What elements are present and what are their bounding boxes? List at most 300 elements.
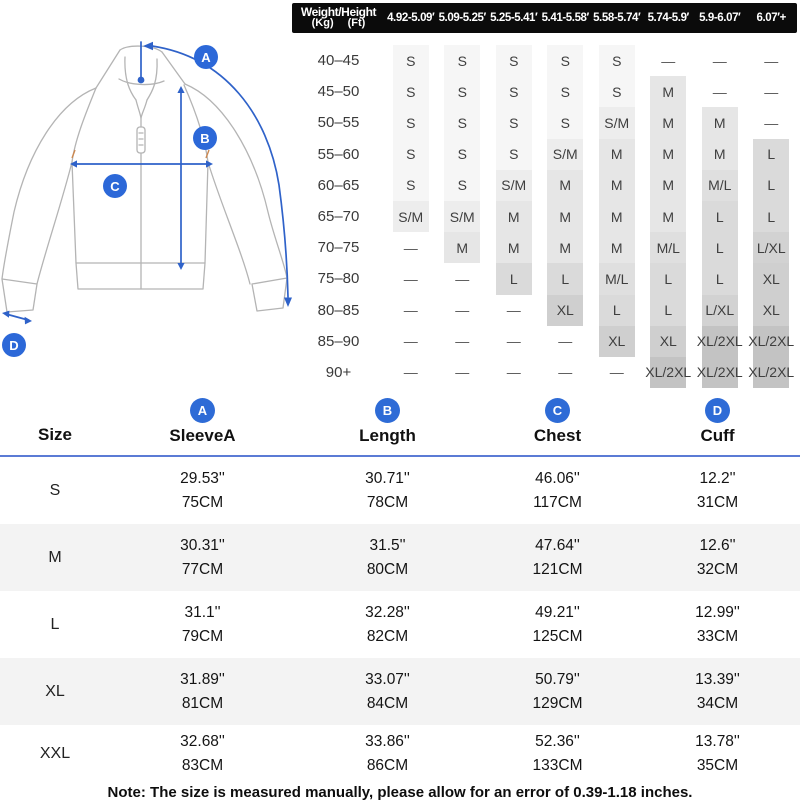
size-table-header xyxy=(0,395,800,457)
letter-circle: D xyxy=(705,398,730,423)
cm-value: 125CM xyxy=(532,627,583,645)
size-recommendation-cell xyxy=(694,326,746,357)
size-recommendation-cell xyxy=(694,76,746,107)
size-value: S xyxy=(444,139,480,170)
size-column-header: Size xyxy=(37,425,73,444)
size-value: M/L xyxy=(702,170,738,201)
size-recommendation-cell xyxy=(591,201,643,232)
size-value: M xyxy=(650,76,686,107)
matrix-row xyxy=(292,170,797,201)
size-value: M xyxy=(599,201,635,232)
size-value: — xyxy=(506,302,521,319)
cm-value: 81CM xyxy=(181,694,224,712)
size-recommendation-cell xyxy=(488,201,540,232)
measurement-cell xyxy=(295,591,480,658)
size-recommendation-cell xyxy=(643,107,695,138)
size-recommendation-cell xyxy=(591,139,643,170)
table-row xyxy=(0,591,800,658)
matrix-row xyxy=(292,45,797,76)
size-recommendation-cell xyxy=(643,326,695,357)
size-recommendation-cell xyxy=(643,263,695,294)
size-value: — xyxy=(764,52,779,69)
size-value: M xyxy=(599,170,635,201)
size-recommendation-cell xyxy=(694,45,746,76)
weight-range-label: 90+ xyxy=(325,363,352,381)
size-value: L xyxy=(753,139,789,170)
measurement-cell xyxy=(635,658,800,725)
inch-value: 12.6'' xyxy=(699,536,736,554)
weight-range-label: 65–70 xyxy=(317,208,360,226)
size-recommendation-cell xyxy=(385,170,437,201)
inch-value: 30.71'' xyxy=(365,469,410,487)
size-recommendation-cell xyxy=(694,357,746,388)
size-value: — xyxy=(455,364,470,381)
size-recommendation-cell xyxy=(540,76,592,107)
height-range-header: 5.9-6.07′ xyxy=(699,12,741,24)
cm-value: 129CM xyxy=(532,694,583,712)
size-recommendation-cell xyxy=(591,45,643,76)
size-recommendation-cell xyxy=(591,295,643,326)
size-value: M xyxy=(496,201,532,232)
measurement-cell xyxy=(110,725,295,782)
size-value: L xyxy=(702,201,738,232)
size-recommendation-cell xyxy=(488,139,540,170)
size-value: L/XL xyxy=(702,295,738,326)
letter-circle: A xyxy=(190,398,215,423)
size-recommendation-cell xyxy=(591,76,643,107)
inch-value: 31.5'' xyxy=(369,536,406,554)
arrowhead-B-bottom xyxy=(177,263,184,270)
measurement-cell xyxy=(295,524,480,591)
weight-range-label: 85–90 xyxy=(317,332,360,350)
arrowhead-B-top xyxy=(177,86,184,93)
size-recommendation-cell xyxy=(746,107,798,138)
weight-range-label: 75–80 xyxy=(317,270,360,288)
size-recommendation-cell xyxy=(643,76,695,107)
cm-value: 117CM xyxy=(533,493,582,511)
size-value: — xyxy=(764,114,779,131)
matrix-row xyxy=(292,232,797,263)
size-recommendation-cell xyxy=(694,263,746,294)
measure-label: Cuff xyxy=(700,426,735,445)
size-recommendation-cell xyxy=(488,170,540,201)
size-recommendation-cell xyxy=(437,139,489,170)
size-recommendation-cell xyxy=(437,263,489,294)
size-recommendation-cell xyxy=(694,170,746,201)
size-value: — xyxy=(558,364,573,381)
size-value: L xyxy=(753,201,789,232)
size-label: S xyxy=(49,481,61,499)
size-recommendation-cell xyxy=(746,326,798,357)
size-recommendation-cell xyxy=(643,201,695,232)
size-recommendation-cell xyxy=(540,107,592,138)
matrix-row xyxy=(292,107,797,138)
size-value: L xyxy=(650,295,686,326)
size-recommendation-cell xyxy=(746,263,798,294)
weight-range-label: 60–65 xyxy=(317,176,360,194)
cm-value: 80CM xyxy=(366,560,409,578)
size-value: — xyxy=(455,333,470,350)
size-value: S xyxy=(444,107,480,138)
measure-column-header xyxy=(480,395,635,455)
size-recommendation-cell xyxy=(694,107,746,138)
measurement-cell xyxy=(635,725,800,782)
size-recommendation-cell xyxy=(540,357,592,388)
size-value: S xyxy=(496,76,532,107)
size-value: — xyxy=(403,302,418,319)
size-recommendation-cell xyxy=(540,263,592,294)
size-recommendation-cell xyxy=(746,232,798,263)
size-value: — xyxy=(403,364,418,381)
table-row xyxy=(0,658,800,725)
letter-circle: B xyxy=(375,398,400,423)
corner-title: Weight/Height xyxy=(300,5,377,19)
inch-value: 31.1'' xyxy=(184,603,221,621)
measure-column-header xyxy=(110,395,295,455)
size-value: L xyxy=(702,263,738,294)
size-value: S/M xyxy=(547,139,583,170)
size-recommendation-cell xyxy=(437,107,489,138)
size-recommendation-cell xyxy=(643,232,695,263)
inch-value: 47.64'' xyxy=(535,536,580,554)
size-value: S xyxy=(393,45,429,76)
size-recommendation-cell xyxy=(746,295,798,326)
weight-range-label: 70–75 xyxy=(317,239,360,257)
size-recommendation-cell xyxy=(591,232,643,263)
measure-label: SleeveA xyxy=(169,426,236,445)
size-recommendation-cell xyxy=(540,232,592,263)
measurement-arrows xyxy=(2,42,292,357)
size-value: — xyxy=(558,333,573,350)
size-recommendation-cell xyxy=(746,357,798,388)
measurement-cell xyxy=(110,457,295,524)
inch-value: 12.99'' xyxy=(695,603,740,621)
size-recommendation-cell xyxy=(437,295,489,326)
matrix-row xyxy=(292,139,797,170)
size-recommendation-cell xyxy=(437,45,489,76)
size-recommendation-cell xyxy=(488,326,540,357)
matrix-row xyxy=(292,295,797,326)
size-value: — xyxy=(506,333,521,350)
cm-value: 32CM xyxy=(696,560,739,578)
sleeve-arc-A xyxy=(152,46,288,297)
inch-value: 13.78'' xyxy=(695,732,740,750)
label-B: B xyxy=(200,131,210,146)
size-recommendation-cell xyxy=(385,139,437,170)
matrix-row xyxy=(292,326,797,357)
size-recommendation-cell xyxy=(488,295,540,326)
size-recommendation-cell xyxy=(385,201,437,232)
size-value: XL xyxy=(753,295,789,326)
measurement-cell xyxy=(635,457,800,524)
size-recommendation-cell xyxy=(488,107,540,138)
size-recommendation-cell xyxy=(746,45,798,76)
height-range-header: 5.41-5.58′ xyxy=(541,12,589,24)
height-range-header: 5.58-5.74′ xyxy=(593,12,641,24)
size-value: M xyxy=(702,139,738,170)
label-D: D xyxy=(9,338,19,353)
cm-value: 79CM xyxy=(181,627,224,645)
weight-range-label: 50–55 xyxy=(317,114,360,132)
size-value: XL/2XL xyxy=(650,357,686,388)
cm-value: 133CM xyxy=(532,756,583,774)
weight-range-label: 80–85 xyxy=(317,301,360,319)
size-recommendation-cell xyxy=(540,170,592,201)
size-recommendation-cell xyxy=(488,263,540,294)
matrix-row xyxy=(292,357,797,388)
measurement-cell xyxy=(295,658,480,725)
cm-value: 33CM xyxy=(696,627,739,645)
inch-value: 31.89'' xyxy=(180,670,225,688)
measure-column-header xyxy=(295,395,480,455)
size-value: XL xyxy=(547,295,583,326)
size-recommendation-cell xyxy=(746,76,798,107)
size-recommendation-cell xyxy=(694,295,746,326)
size-recommendation-cell xyxy=(437,326,489,357)
size-recommendation-cell xyxy=(385,45,437,76)
cm-value: 34CM xyxy=(696,694,739,712)
weight-range-label: 55–60 xyxy=(317,145,360,163)
size-value: S xyxy=(599,45,635,76)
size-recommendation-cell xyxy=(437,357,489,388)
size-recommendation-cell xyxy=(746,170,798,201)
size-value: — xyxy=(712,83,727,100)
height-range-header: 4.92-5.09′ xyxy=(387,12,435,24)
size-recommendation-cell xyxy=(385,357,437,388)
size-recommendation-cell xyxy=(643,139,695,170)
size-value: M xyxy=(496,232,532,263)
matrix-height-headers xyxy=(385,3,797,33)
size-value: XL/2XL xyxy=(702,326,738,357)
height-range-header: 5.09-5.25′ xyxy=(438,12,486,24)
size-recommendation-cell xyxy=(437,170,489,201)
measurement-cell xyxy=(295,457,480,524)
size-recommendation-cell xyxy=(643,45,695,76)
size-value: M/L xyxy=(650,232,686,263)
size-value: L xyxy=(599,295,635,326)
cm-value: 35CM xyxy=(696,756,739,774)
measurement-cell xyxy=(480,658,635,725)
size-recommendation-cell xyxy=(591,357,643,388)
size-value: S xyxy=(547,76,583,107)
size-value: — xyxy=(403,333,418,350)
size-recommendation-cell xyxy=(591,170,643,201)
size-recommendation-cell xyxy=(488,45,540,76)
size-recommendation-cell xyxy=(385,107,437,138)
cm-value: 31CM xyxy=(696,493,739,511)
size-value: L xyxy=(753,170,789,201)
inch-value: 33.86'' xyxy=(365,732,410,750)
matrix-row xyxy=(292,263,797,294)
size-value: L xyxy=(496,263,532,294)
size-value: L/XL xyxy=(753,232,789,263)
size-recommendation-cell xyxy=(488,232,540,263)
size-recommendation-cell xyxy=(746,139,798,170)
size-recommendation-cell xyxy=(488,357,540,388)
measurement-cell xyxy=(110,658,295,725)
cm-value: 82CM xyxy=(366,627,409,645)
size-value: S xyxy=(496,139,532,170)
measurement-cell xyxy=(480,457,635,524)
letter-circle: C xyxy=(545,398,570,423)
size-recommendation-cell xyxy=(643,295,695,326)
matrix-body xyxy=(292,45,797,388)
matrix-corner-header xyxy=(292,7,385,29)
cm-value: 84CM xyxy=(366,694,409,712)
size-recommendation-cell xyxy=(437,232,489,263)
measurement-cell xyxy=(295,725,480,782)
size-value: XL xyxy=(753,263,789,294)
size-value: S/M xyxy=(393,201,429,232)
size-value: L xyxy=(547,263,583,294)
size-value: XL xyxy=(599,326,635,357)
size-recommendation-cell xyxy=(540,139,592,170)
table-row xyxy=(0,457,800,524)
size-value: — xyxy=(403,270,418,287)
size-recommendation-cell xyxy=(694,232,746,263)
size-value: S/M xyxy=(599,107,635,138)
size-recommendation-cell xyxy=(591,326,643,357)
inch-value: 30.31'' xyxy=(180,536,225,554)
size-recommendation-cell xyxy=(437,76,489,107)
size-value: S xyxy=(599,76,635,107)
weight-height-matrix xyxy=(292,3,797,388)
size-value: M xyxy=(599,139,635,170)
measure-label: Chest xyxy=(533,426,582,445)
size-measurements-table xyxy=(0,395,800,800)
inch-value: 33.07'' xyxy=(365,670,410,688)
size-value: S xyxy=(444,76,480,107)
inch-value: 46.06'' xyxy=(535,469,580,487)
size-value: — xyxy=(455,302,470,319)
size-recommendation-cell xyxy=(437,201,489,232)
measurement-cell xyxy=(635,591,800,658)
inch-value: 52.36'' xyxy=(535,732,580,750)
size-value: M xyxy=(702,107,738,138)
label-A: A xyxy=(201,50,211,65)
cm-value: 86CM xyxy=(366,756,409,774)
size-recommendation-cell xyxy=(385,232,437,263)
size-value: S xyxy=(393,107,429,138)
height-range-header: 6.07′+ xyxy=(756,12,786,24)
cm-value: 77CM xyxy=(181,560,224,578)
size-value: L xyxy=(702,232,738,263)
size-value: M xyxy=(650,170,686,201)
size-value: S xyxy=(393,139,429,170)
size-value: M xyxy=(650,139,686,170)
size-label: XL xyxy=(45,682,65,700)
arrowhead-A-start xyxy=(143,42,153,51)
size-recommendation-cell xyxy=(385,76,437,107)
size-recommendation-cell xyxy=(540,45,592,76)
measurement-cell xyxy=(635,524,800,591)
measurement-cell xyxy=(480,524,635,591)
size-value: S xyxy=(444,45,480,76)
size-value: M xyxy=(650,107,686,138)
weight-range-label: 45–50 xyxy=(317,83,360,101)
size-value: XL/2XL xyxy=(753,357,789,388)
measurement-cell xyxy=(110,524,295,591)
size-label: XXL xyxy=(39,744,71,762)
label-C: C xyxy=(110,179,120,194)
inch-value: 29.53'' xyxy=(180,469,225,487)
size-value: M/L xyxy=(599,263,635,294)
size-value: M xyxy=(547,170,583,201)
size-value: M xyxy=(547,201,583,232)
size-value: XL xyxy=(650,326,686,357)
size-recommendation-cell xyxy=(694,201,746,232)
diagram-label-circles xyxy=(2,45,218,357)
matrix-row xyxy=(292,201,797,232)
weight-range-label: 40–45 xyxy=(317,52,360,70)
corner-unit-ft: (Ft) xyxy=(347,17,366,29)
measure-column-header xyxy=(635,395,800,455)
height-range-header: 5.25-5.41′ xyxy=(490,12,538,24)
cm-value: 83CM xyxy=(181,756,224,774)
size-recommendation-cell xyxy=(540,201,592,232)
jacket-outline xyxy=(2,46,287,312)
measurement-cell xyxy=(110,591,295,658)
size-recommendation-cell xyxy=(385,326,437,357)
size-table-rows xyxy=(0,457,800,782)
size-value: — xyxy=(712,52,727,69)
corner-unit-kg: (Kg) xyxy=(311,17,334,29)
size-recommendation-cell xyxy=(694,139,746,170)
size-recommendation-cell xyxy=(540,295,592,326)
size-label: L xyxy=(50,615,60,633)
inch-value: 32.28'' xyxy=(365,603,410,621)
size-recommendation-cell xyxy=(746,201,798,232)
size-label: M xyxy=(48,548,62,566)
measurement-cell xyxy=(480,725,635,782)
size-value: — xyxy=(403,239,418,256)
matrix-row xyxy=(292,76,797,107)
size-value: S xyxy=(393,76,429,107)
arrowhead-D-right xyxy=(25,317,32,325)
size-value: XL/2XL xyxy=(753,326,789,357)
cm-value: 121CM xyxy=(532,560,583,578)
size-value: — xyxy=(609,364,624,381)
size-value: M xyxy=(599,232,635,263)
size-recommendation-cell xyxy=(385,295,437,326)
size-recommendation-cell xyxy=(540,326,592,357)
size-value: M xyxy=(547,232,583,263)
size-value: — xyxy=(764,83,779,100)
inch-value: 32.68'' xyxy=(180,732,225,750)
cm-value: 75CM xyxy=(181,493,224,511)
size-recommendation-cell xyxy=(591,263,643,294)
size-recommendation-cell xyxy=(488,76,540,107)
inch-value: 49.21'' xyxy=(535,603,580,621)
arrowhead-D-left xyxy=(2,311,9,318)
inch-value: 50.79'' xyxy=(535,670,580,688)
size-value: — xyxy=(661,52,676,69)
table-row xyxy=(0,725,800,782)
height-range-header: 5.74-5.9′ xyxy=(647,12,689,24)
inch-value: 13.39'' xyxy=(695,670,740,688)
size-value: S xyxy=(547,107,583,138)
size-value: S xyxy=(496,107,532,138)
size-recommendation-cell xyxy=(643,170,695,201)
size-value: S xyxy=(393,170,429,201)
jacket-measurement-diagram xyxy=(0,0,300,395)
size-value: — xyxy=(506,364,521,381)
size-recommendation-cell xyxy=(591,107,643,138)
table-row xyxy=(0,524,800,591)
measure-label: Length xyxy=(359,426,416,445)
collar-pin-dot xyxy=(138,77,145,84)
size-value: S/M xyxy=(496,170,532,201)
